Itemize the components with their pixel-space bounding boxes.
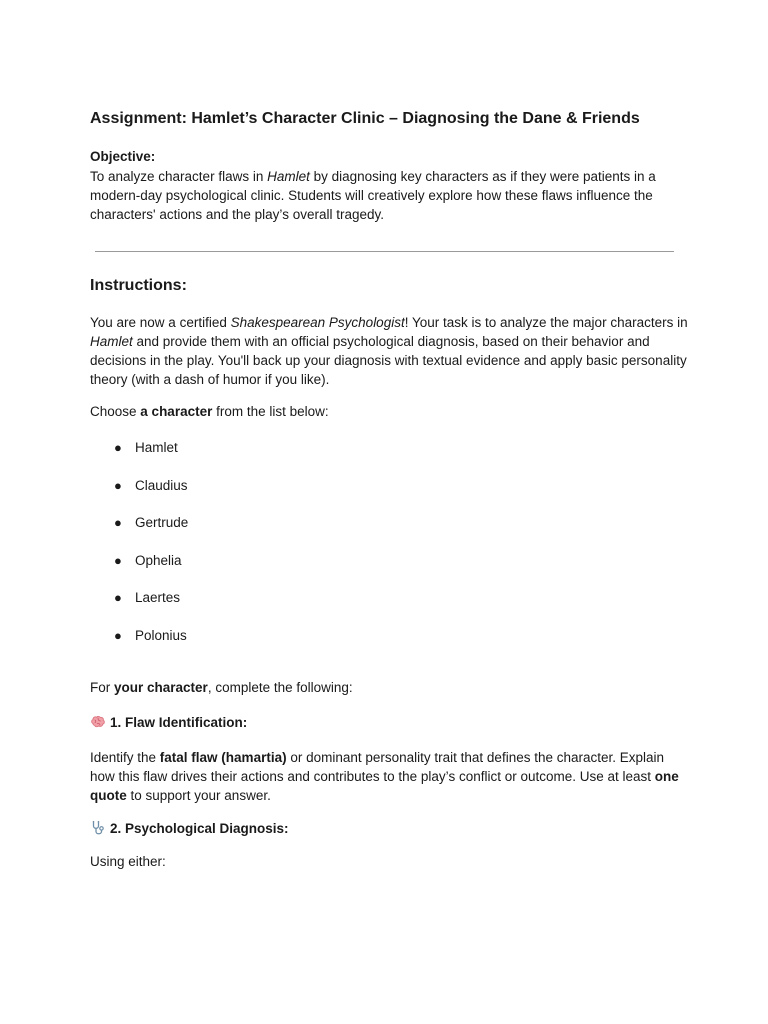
horizontal-divider bbox=[95, 251, 674, 252]
assignment-title: Assignment: Hamlet’s Character Clinic – Diagnosing the Dane & Friends bbox=[90, 110, 640, 127]
section-bold: one quote bbox=[90, 769, 679, 803]
intro-text-part: and provide them with an official psychological diagnosis, based on their behavior and decisions in the play. You'll back up your diagnosis with textual evidence and apply basic personality theory (with a dash of humor if you like). bbox=[90, 334, 687, 387]
for-bold: your character bbox=[114, 680, 208, 695]
instructions-intro bbox=[90, 313, 688, 389]
psychological-diagnosis-heading bbox=[90, 820, 289, 836]
flaw-identification-text bbox=[90, 748, 688, 805]
section-bold: fatal flaw (hamartia) bbox=[159, 750, 287, 765]
stethoscope-icon bbox=[90, 820, 106, 836]
instructions-heading: Instructions: bbox=[90, 277, 187, 294]
character-name: Hamlet bbox=[135, 440, 178, 455]
for-text-part: , complete the following: bbox=[207, 680, 353, 695]
objective-text-part: by diagnosing key characters as if they were patients in a modern-day psychological clinic. Students will creatively explore how these flaws influence the characters' actions and the play’s overall tragedy. bbox=[90, 169, 656, 222]
character-name: Claudius bbox=[135, 477, 188, 493]
bullet-icon: ● bbox=[114, 590, 122, 605]
objective-label: Objective: bbox=[90, 149, 156, 164]
flaw-identification-heading bbox=[90, 714, 247, 730]
for-character-line bbox=[90, 680, 353, 695]
intro-play-title: Hamlet bbox=[90, 334, 133, 349]
character-name: Gertrude bbox=[135, 515, 189, 530]
objective-play-title: Hamlet bbox=[267, 169, 310, 184]
bullet-icon: ● bbox=[114, 515, 122, 530]
using-either-text: Using either: bbox=[90, 854, 166, 869]
section-heading-text: 1. Flaw Identification: bbox=[110, 714, 248, 730]
section-heading-text: 2. Psychological Diagnosis: bbox=[110, 820, 289, 836]
intro-text-part: ! Your task is to analyze the major characters in bbox=[404, 315, 688, 330]
objective-text bbox=[90, 167, 685, 224]
section-text-part: Identify the bbox=[90, 750, 160, 765]
objective-text-part: To analyze character flaws in bbox=[90, 169, 268, 184]
section-text-part: to support your answer. bbox=[126, 788, 271, 803]
choose-text-part: from the list below: bbox=[212, 404, 329, 419]
intro-emphasis: Shakespearean Psychologist bbox=[230, 315, 405, 330]
choose-text-part: Choose bbox=[90, 404, 141, 419]
bullet-icon: ● bbox=[114, 440, 122, 455]
character-name: Laertes bbox=[135, 590, 181, 605]
character-name: Polonius bbox=[135, 627, 187, 643]
brain-icon bbox=[90, 714, 106, 730]
for-text-part: For bbox=[90, 680, 115, 695]
intro-text-part: You are now a certified bbox=[90, 315, 231, 330]
bullet-icon: ● bbox=[114, 552, 122, 568]
section-text-part: or dominant personality trait that defines the character. Explain how this flaw drives their actions and contributes to the play’s conflict or outcome. Use at least bbox=[90, 750, 665, 784]
bullet-icon: ● bbox=[114, 627, 122, 643]
character-name: Ophelia bbox=[135, 552, 182, 568]
choose-character-line bbox=[90, 404, 329, 419]
choose-bold: a character bbox=[140, 404, 213, 419]
bullet-icon: ● bbox=[114, 477, 122, 493]
